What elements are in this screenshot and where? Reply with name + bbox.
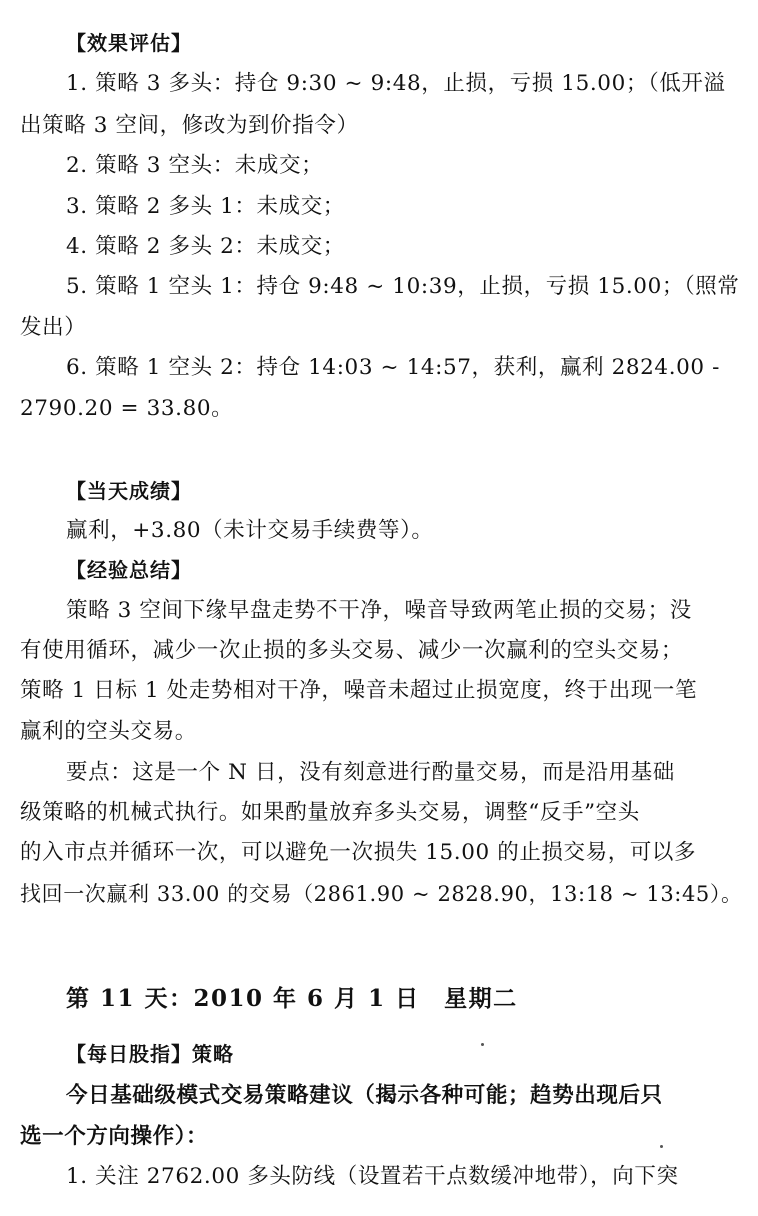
summary-line-1: 策略 3 空间下缘早盘走势不干净，噪音导致两笔止损的交易；没: [66, 598, 692, 623]
key-point-line-1: 要点：这是一个 N 日，没有刻意进行酌量交易，而是沿用基础: [66, 760, 675, 785]
eval-item-1-cont: 出策略 3 空间，修改为到价指令）: [20, 113, 359, 138]
chapter-title: 第 11 天：2010 年 6 月 1 日 星期二: [66, 985, 518, 1012]
strategy-intro-line-2: 选一个方向操作）：: [20, 1124, 209, 1149]
eval-item-5: 5. 策略 1 空头 1：持仓 9:48 ~ 10:39，止损，亏损 15.00；（照常: [66, 274, 740, 299]
eval-item-1: 1. 策略 3 多头：持仓 9:30 ~ 9:48，止损，亏损 15.00；（低开溢: [66, 71, 726, 96]
eval-item-4: 4. 策略 2 多头 2：未成交；: [66, 234, 345, 259]
eval-item-2: 2. 策略 3 空头：未成交；: [66, 153, 324, 178]
key-point-line-2: 级策略的机械式执行。如果酌量放弃多头交易，调整“反手”空头: [20, 800, 640, 825]
section-heading-daily-index-strategy: 【每日股指】策略: [66, 1042, 234, 1066]
section-heading-effect-evaluation: 【效果评估】: [66, 31, 192, 55]
summary-line-3: 策略 1 日标 1 处走势相对干净，噪音未超过止损宽度，终于出现一笔: [20, 678, 698, 703]
strategy-item-1: 1. 关注 2762.00 多头防线（设置若干点数缓冲地带），向下突: [66, 1164, 679, 1189]
eval-item-5-cont: 发出）: [20, 315, 87, 340]
section-heading-experience-summary: 【经验总结】: [66, 558, 192, 582]
summary-line-2: 有使用循环，减少一次止损的多头交易、减少一次赢利的空头交易；: [20, 638, 684, 663]
daily-result-text: 赢利，+3.80（未计交易手续费等）。: [66, 518, 434, 543]
eval-item-6-cont: 2790.20 = 33.80。: [20, 396, 234, 421]
key-point-line-4: 找回一次赢利 33.00 的交易（2861.90 ~ 2828.90，13:18 ~ 13:45）。: [20, 882, 743, 906]
eval-item-3: 3. 策略 2 多头 1：未成交；: [66, 194, 345, 219]
eval-item-6: 6. 策略 1 空头 2：持仓 14:03 ~ 14:57，获利，赢利 2824.00 -: [66, 355, 720, 380]
scan-speck: [660, 1145, 663, 1148]
section-heading-daily-result: 【当天成绩】: [66, 479, 192, 503]
summary-line-4: 赢利的空头交易。: [20, 719, 197, 744]
scan-speck: [481, 1043, 484, 1046]
key-point-line-3: 的入市点并循环一次，可以避免一次损失 15.00 的止损交易，可以多: [20, 840, 697, 865]
strategy-intro-line-1: 今日基础级模式交易策略建议（揭示各种可能；趋势出现后只: [66, 1083, 663, 1108]
